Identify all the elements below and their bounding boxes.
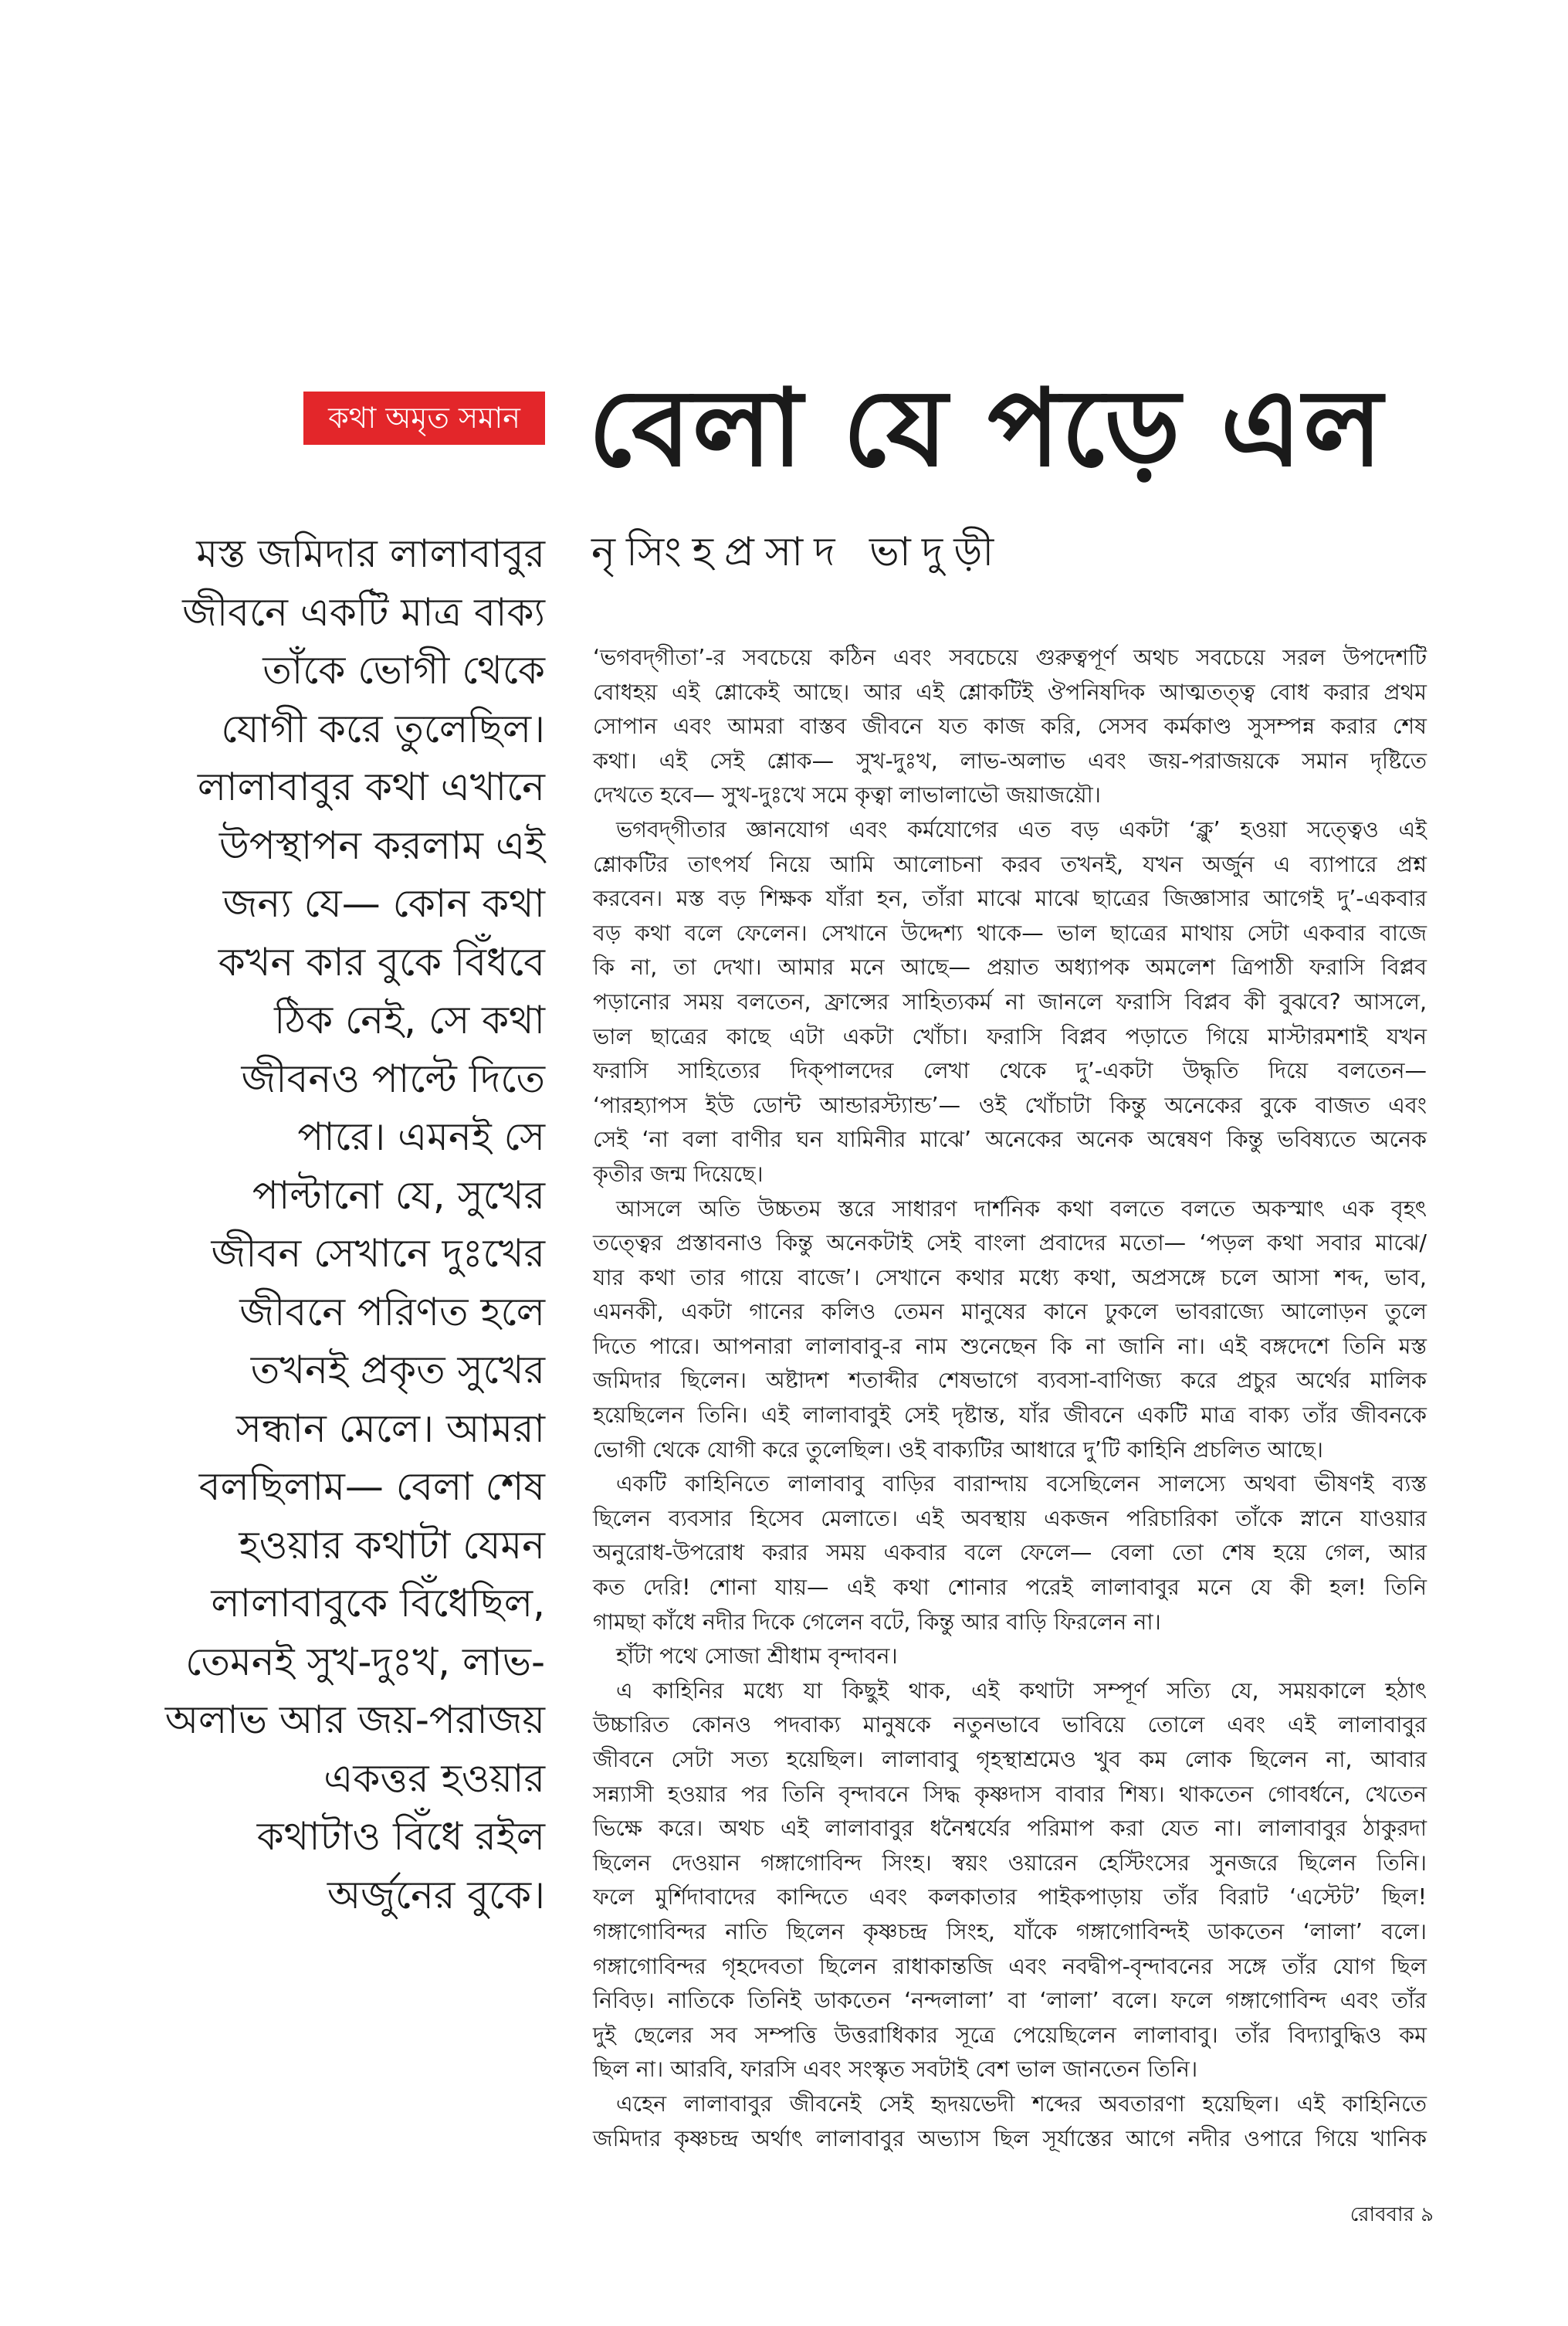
pull-quote-line: হওয়ার কথাটা যেমন [239, 1522, 545, 1568]
pull-quote-line: অর্জুনের বুকে। [327, 1872, 545, 1917]
body-line: ভিক্ষে করে। অথচ এই লালাবাবুর ধনৈশ্বর্যের পরিমাপ করা যেত না। লালাবাবুর ঠাকুরদা [593, 1816, 1427, 1842]
body-line: ভগবদ্‌গীতার জ্ঞানযোগ এবং কর্মযোগের এত বড় একটা ‘ক্লু’ হওয়া সত্ত্বেও এই [616, 816, 1427, 843]
pull-quote-line: জীবনে একটি মাত্র বাক্য [182, 589, 545, 635]
pull-quote-line: পারে। এমনই সে [297, 1114, 545, 1159]
body-line: আসলে অতি উচ্চতম স্তরে সাধারণ দার্শনিক কথা বলতে বলতে অকস্মাৎ এক বৃহৎ [616, 1195, 1427, 1222]
body-line: কি না, তা দেখা। আমার মনে আছে— প্রয়াত অধ্যাপক অমলেশ ত্রিপাঠী ফরাসি বিপ্লব [593, 954, 1427, 981]
body-line: সোপান এবং আমরা বাস্তব জীবনে যত কাজ করি, সেসব কর্মকাণ্ড সুসম্পন্ন করার শেষ [593, 714, 1427, 740]
pull-quote-line: জীবন সেখানে দুঃখের [211, 1231, 545, 1276]
body-line: এমনকী, একটা গানের কলিও তেমন মানুষের কানে ঢুকলে ভাবরাজ্যে আলোড়ন তুলে [593, 1299, 1427, 1325]
body-line: ছিলেন ব্যবসার হিসেব মেলাতে। এই অবস্থায় একজন পরিচারিকা তাঁকে স্নানে যাওয়ার [593, 1505, 1427, 1531]
body-line: জীবনে সেটা সত্য হয়েছিল। লালাবাবু গৃহস্থাশ্রমেও খুব কম লোক ছিলেন না, আবার [593, 1747, 1427, 1772]
pull-quote-line: জীবনে পরিণত হলে [239, 1289, 545, 1334]
pull-quote-line: তাঁকে ভোগী থেকে [262, 648, 545, 693]
paragraph [593, 2087, 1427, 2156]
body-line: ফলে মুর্শিদাবাদের কান্দিতে এবং কলকাতার পাইকপাড়ায় তাঁর বিরাট ‘এস্টেট’ ছিল! [593, 1884, 1427, 1911]
paragraph [593, 641, 1427, 813]
body-line: হাঁটা পথে সোজা শ্রীধাম বৃন্দাবন। [616, 1643, 898, 1670]
pull-quote-line: কখন কার বুকে বিঁধবে [218, 939, 545, 985]
body-line: জমিদার কৃষ্ণচন্দ্র অর্থাৎ লালাবাবুর অভ্যাস ছিল সূর্যাস্তের আগে নদীর ওপারে গিয়ে খানিক [593, 2125, 1427, 2151]
section-kicker: কথা অমৃত সমান [303, 392, 545, 445]
paragraph [593, 1467, 1427, 1639]
pull-quote-line: পাল্টানো যে, সুখের [252, 1172, 545, 1218]
pull-quote-line: কথাটাও বিঁধে রইল [256, 1814, 545, 1859]
pull-quote-line: একত্তর হওয়ার [323, 1755, 545, 1801]
body-line: যার কথা তার গায়ে বাজে’। সেখানে কথার মধ্যে কথা, অপ্রসঙ্গে চলে আসা শব্দ, ভাব, [593, 1264, 1427, 1290]
body-line: সেই ‘না বলা বাণীর ঘন যামিনীর মাঝে’ অনেকের অনেক অন্বেষণ কিন্তু ভবিষ্যতে অনেক [593, 1127, 1427, 1153]
pull-quote-line: তখনই প্রকৃত সুখের [250, 1348, 545, 1392]
body-line: গঙ্গাগোবিন্দর নাতি ছিলেন কৃষ্ণচন্দ্র সিংহ, যাঁকে গঙ্গাগোবিন্দই ডাকতেন ‘লালা’ বলে। [593, 1918, 1427, 1945]
body-line: দিতে পারে। আপনারা লালাবাবু-র নাম শুনেছেন কি না জানি না। এই বঙ্গদেশে তিনি মস্ত [593, 1333, 1427, 1359]
body-line: উচ্চারিত কোনও পদবাক্য মানুষকে নতুনভাবে ভাবিয়ে তোলে এবং এই লালাবাবুর [593, 1712, 1427, 1738]
pull-quote-line: তেমনই সুখ-দুঃখ, লাভ- [185, 1639, 545, 1684]
body-line: দুই ছেলের সব সম্পত্তি উত্তরাধিকার সূত্রে পেয়েছিলেন লালাবাবু। তাঁর বিদ্যাবুদ্ধিও কম [593, 2022, 1427, 2048]
pull-quote-line: উপস্থাপন করলাম এই [218, 822, 545, 868]
paragraph [593, 1674, 1427, 2087]
author-byline: নৃসিংহপ্রসাদ ভাদুড়ী [591, 529, 1005, 575]
body-line: হয়েছিলেন তিনি। এই লালাবাবুই সেই দৃষ্টান্ত, যাঁর জীবনে একটি মাত্র বাক্য তাঁর জীবনকে [593, 1402, 1427, 1429]
body-line: কথা। এই সেই শ্লোক— সুখ-দুঃখ, লাভ-অলাভ এবং জয়-পরাজয়কে সমান দৃষ্টিতে [593, 748, 1427, 774]
pull-quote-line: জন্য যে— কোন কথা [222, 881, 545, 926]
body-line: নিবিড়। নাতিকে তিনিই ডাকতেন ‘নন্দলালা’ বা ‘লালা’ বলে। ফলে গঙ্গাগোবিন্দ এবং তাঁর [593, 1988, 1427, 2014]
body-line: একটি কাহিনিতে লালাবাবু বাড়ির বারান্দায় বসেছিলেন সালস্যে অথবা ভীষণই ব্যস্ত [616, 1471, 1427, 1497]
pull-quote [116, 525, 545, 1924]
pull-quote-line: অলাভ আর জয়-পরাজয় [164, 1697, 545, 1742]
pull-quote-line: বলছিলাম— বেলা শেষ [198, 1464, 545, 1509]
body-line: করবেন। মস্ত বড় শিক্ষক যাঁরা হন, তাঁরা মাঝে মাঝে ছাত্রের জিজ্ঞাসার আগেই দু’-একবার [593, 886, 1427, 912]
body-line: কৃতীর জন্ম দিয়েছে। [593, 1161, 764, 1187]
body-line: কত দেরি! শোনা যায়— এই কথা শোনার পরেই লালাবাবুর মনে যে কী হল! তিনি [593, 1575, 1427, 1601]
pull-quote-line: লালাবাবুকে বিঁধেছিল, [211, 1581, 545, 1626]
body-line: ভাল ছাত্রের কাছে এটা একটা খোঁচা। ফরাসি বিপ্লব পড়াতে গিয়ে মাস্টারমশাই যখন [593, 1023, 1427, 1049]
body-line: ফরাসি সাহিত্যের দিক্‌পালদের লেখা থেকে দু’-একটা উদ্ধৃতি দিয়ে বলতেন— [593, 1058, 1427, 1084]
paragraph [593, 1639, 1427, 1674]
body-line: ‘পারহ্যাপস ইউ ডোন্ট আন্ডারস্ট্যান্ড’— ওই খোঁচাটা কিন্তু অনেকের বুকে বাজত এবং [593, 1092, 1427, 1118]
body-line: এহেন লালাবাবুর জীবনেই সেই হৃদয়ভেদী শব্দের অবতারণা হয়েছিল। এই কাহিনিতে [616, 2090, 1427, 2117]
pull-quote-line: জীবনও পাল্টে দিতে [241, 1056, 545, 1101]
pull-quote-line: সন্ধান মেলে। আমরা [235, 1405, 545, 1451]
body-line: তত্ত্বের প্রস্তাবনাও কিন্তু অনেকটাই সেই বাংলা প্রবাদের মতো— ‘পড়ল কথা সবার মাঝে/ [593, 1230, 1427, 1256]
body-line: শ্লোকটির তাৎপর্য নিয়ে আমি আলোচনা করব তখনই, যখন অর্জুন এ ব্যাপারে প্রশ্ন [593, 851, 1427, 877]
paragraph [593, 813, 1427, 1192]
page-footer: রোববার ৯ [1350, 2203, 1434, 2226]
body-line: ছিলেন দেওয়ান গঙ্গাগোবিন্দ সিংহ। স্বয়ং ওয়ারেন হেস্টিংসের সুনজরে ছিলেন তিনি। [593, 1850, 1427, 1876]
body-line: বড় কথা বলে ফেলেন। সেখানে উদ্দেশ্য থাকে— ভাল ছাত্রের মাথায় সেটা একবার বাজে [593, 920, 1427, 946]
body-line: গঙ্গাগোবিন্দর গৃহদেবতা ছিলেন রাধাকান্তজি এবং নবদ্বীপ-বৃন্দাবনের সঙ্গে তাঁর যোগ ছিল [593, 1953, 1427, 1979]
body-line: বোধহয় এই শ্লোকেই আছে। আর এই শ্লোকটিই ঔপনিষদিক আত্মতত্ত্ব বোধ করার প্রথম [593, 679, 1427, 705]
body-line: এ কাহিনির মধ্যে যা কিছুই থাক, এই কথাটা সম্পূর্ণ সত্যি যে, সময়কালে হঠাৎ [616, 1677, 1427, 1704]
pull-quote-line: ঠিক নেই, সে কথা [274, 998, 545, 1043]
body-line: পড়ানোর সময় বলতেন, ফ্রান্সের সাহিত্যকর্ম না জানলে ফরাসি বিপ্লব কী বুঝবে? আসলে, [593, 988, 1427, 1015]
body-line: ভোগী থেকে যোগী করে তুলেছিল। ওই বাক্যটির আধারে দু’টি কাহিনি প্রচলিত আছে। [593, 1436, 1323, 1463]
article-title: বেলা যে পড়ে এল [588, 366, 1384, 490]
article-body [593, 641, 1427, 2156]
body-line: অনুরোধ-উপরোধ করার সময় একবার বলে ফেলে— বেলা তো শেষ হয়ে গেল, আর [593, 1540, 1427, 1566]
body-line: দেখতে হবে— সুখ-দুঃখে সমে কৃত্বা লাভালাভৌ জয়াজয়ৌ। [593, 782, 1101, 809]
body-line: ‘ভগবদ্‌গীতা’-র সবচেয়ে কঠিন এবং সবচেয়ে গুরুত্বপূর্ণ অথচ সবচেয়ে সরল উপদেশটি [593, 645, 1427, 670]
pull-quote-line: লালাবাবুর কথা এখানে [197, 765, 545, 809]
pull-quote-line: মস্ত জমিদার লালাবাবুর [196, 531, 545, 576]
pull-quote-line: যোগী করে তুলেছিল। [221, 706, 545, 751]
paragraph [593, 1192, 1427, 1468]
body-line: জমিদার ছিলেন। অষ্টাদশ শতাব্দীর শেষভাগে ব্যবসা-বাণিজ্য করে প্রচুর অর্থের মালিক [593, 1368, 1427, 1394]
body-line: গামছা কাঁধে নদীর দিকে গেলেন বটে, কিন্তু আর বাড়ি ফিরলেন না। [593, 1609, 1161, 1635]
body-line: ছিল না। আরবি, ফারসি এবং সংস্কৃত সবটাই বেশ ভাল জানতেন তিনি। [593, 2056, 1198, 2083]
body-line: সন্ন্যাসী হওয়ার পর তিনি বৃন্দাবনে সিদ্ধ কৃষ্ণদাস বাবার শিষ্য। থাকতেন গোবর্ধনে, খেতেন [593, 1781, 1427, 1807]
